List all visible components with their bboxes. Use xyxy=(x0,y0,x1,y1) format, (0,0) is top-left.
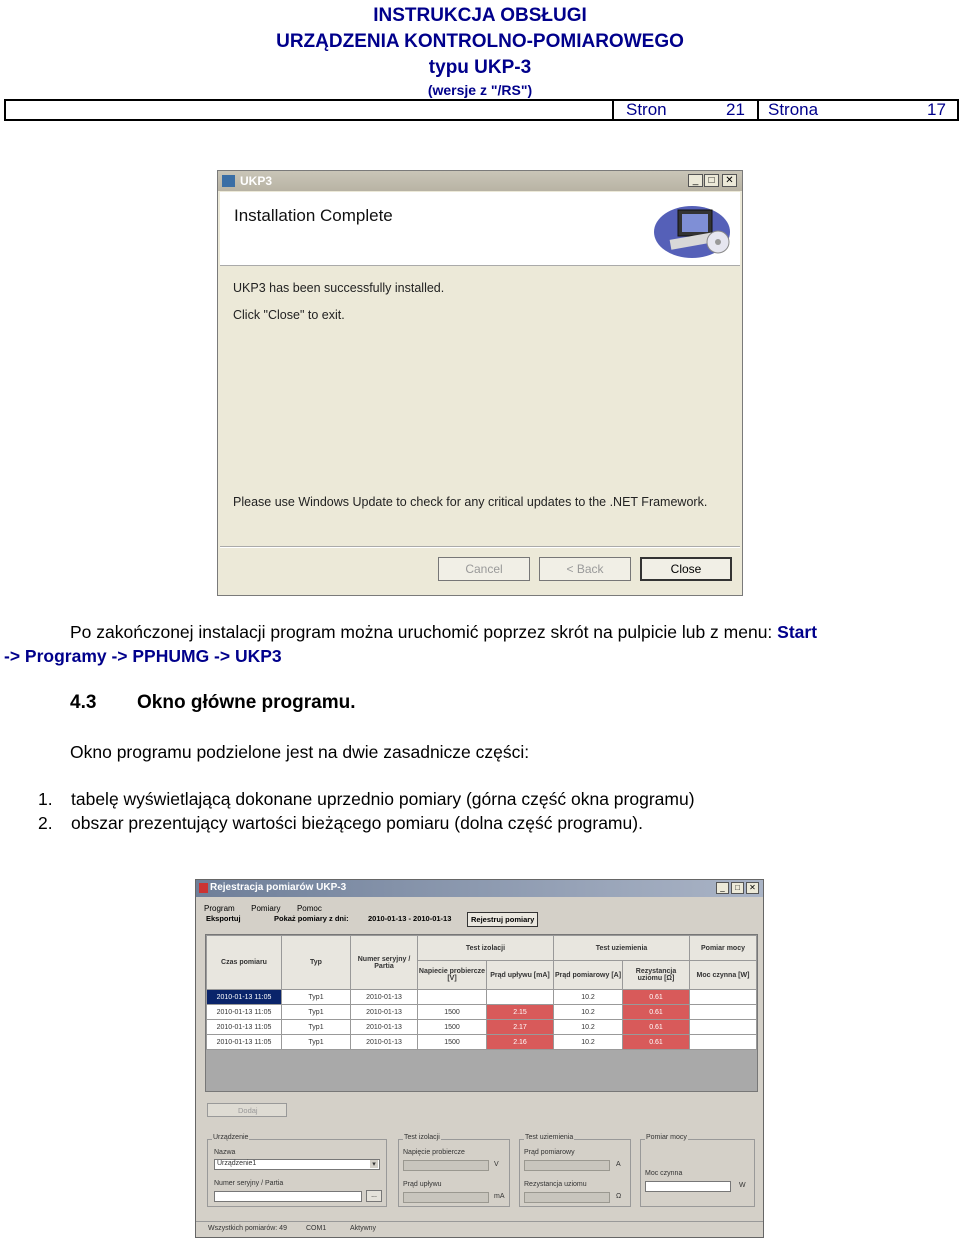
list-item-1-text: tabelę wyświetlającą dokonane uprzednio pomiary (górna część okna programu) xyxy=(71,789,695,809)
maximize-icon[interactable]: □ xyxy=(704,174,719,187)
gnd-current-label: Prąd pomiarowy xyxy=(524,1149,575,1156)
power-label: Moc czynna xyxy=(645,1170,683,1177)
cell-meas-current: 10.2 xyxy=(554,1035,623,1050)
paragraph-text: Po zakończonej instalacji program można uruchomić poprzez skrót na pulpicie lub z menu: xyxy=(70,622,778,642)
app-titlebar xyxy=(196,880,763,897)
cancel-button[interactable]: Cancel xyxy=(438,557,530,581)
cell-ground-res: 0.61 xyxy=(623,1035,690,1050)
cell-time: 2010-01-13 11:05 xyxy=(207,990,282,1005)
page-value: 17 xyxy=(927,100,946,119)
iso-current-field xyxy=(403,1192,489,1203)
cell-power xyxy=(690,1005,757,1020)
gnd-res-unit: Ω xyxy=(616,1193,622,1200)
app-title: Rejestracja pomiarów UKP-3 xyxy=(210,882,347,893)
export-button[interactable]: Eksportuj xyxy=(206,914,241,923)
power-group-label: Pomiar mocy xyxy=(646,1134,687,1141)
add-button[interactable]: Dodaj xyxy=(207,1103,287,1117)
iso-voltage-unit: V xyxy=(494,1161,499,1168)
cell-serial: 2010-01-13 xyxy=(351,990,418,1005)
cell-ground-res: 0.61 xyxy=(623,990,690,1005)
status-total: Wszystkich pomiarów: 49 xyxy=(208,1225,287,1232)
header-version: (wersje z "/RS") xyxy=(427,82,533,98)
back-button[interactable]: < Back xyxy=(539,557,631,581)
divider xyxy=(612,101,614,119)
installer-heading: Installation Complete xyxy=(234,206,393,225)
section-title: Okno główne programu. xyxy=(137,692,356,713)
installer-title: UKP3 xyxy=(240,174,273,188)
divider xyxy=(220,546,740,548)
page-label: Strona xyxy=(768,100,819,119)
document-header xyxy=(0,0,960,99)
maximize-icon[interactable]: □ xyxy=(731,882,744,894)
ground-group xyxy=(519,1134,631,1207)
table-row[interactable] xyxy=(207,1020,757,1035)
col-ground-res[interactable]: Rezystancja uziomu [Ω] xyxy=(623,961,690,990)
iso-current-label: Prąd upływu xyxy=(403,1181,442,1188)
list-item-2-number: 2. xyxy=(38,813,53,833)
header-subtitle: URZĄDZENIA KONTROLNO-POMIAROWEGO xyxy=(276,31,684,52)
device-name-select[interactable] xyxy=(214,1159,380,1170)
device-group-label: Urządzenie xyxy=(213,1134,249,1141)
cell-type: Typ1 xyxy=(282,990,351,1005)
col-serial[interactable]: Numer seryjny / Partia xyxy=(351,936,418,990)
status-port: COM1 xyxy=(306,1225,327,1232)
cell-type: Typ1 xyxy=(282,1005,351,1020)
group-power: Pomiar mocy xyxy=(690,936,757,961)
ground-group-label: Test uziemienia xyxy=(525,1134,574,1141)
close-button[interactable]: Close xyxy=(640,557,732,581)
power-group xyxy=(640,1134,755,1207)
iso-voltage-field xyxy=(403,1160,489,1171)
col-current[interactable]: Prąd upływu [mA] xyxy=(487,961,554,990)
cell-current xyxy=(487,990,554,1005)
minimize-icon[interactable]: _ xyxy=(688,174,703,187)
cell-power xyxy=(690,1035,757,1050)
cell-meas-current: 10.2 xyxy=(554,1005,623,1020)
cell-time: 2010-01-13 11:05 xyxy=(207,1035,282,1050)
page-number-box xyxy=(4,99,959,121)
col-voltage[interactable]: Napiecie probiercze [V] xyxy=(418,961,487,990)
cell-time: 2010-01-13 11:05 xyxy=(207,1020,282,1035)
measurements-table-area xyxy=(205,934,758,1092)
date-range[interactable]: 2010-01-13 - 2010-01-13 xyxy=(368,914,452,923)
col-active-power[interactable]: Moc czynna [W] xyxy=(690,961,757,990)
cell-power xyxy=(690,1020,757,1035)
toolbar xyxy=(199,912,759,926)
table-row[interactable] xyxy=(207,1005,757,1020)
cell-voltage: 1500 xyxy=(418,1020,487,1035)
browse-button[interactable]: ... xyxy=(366,1190,382,1202)
cell-ground-res: 0.61 xyxy=(623,1005,690,1020)
show-label: Pokaż pomiary z dni: xyxy=(274,914,349,923)
isolation-group xyxy=(398,1134,510,1207)
group-ground: Test uziemienia xyxy=(554,936,690,961)
list-item-2-text: obszar prezentujący wartości bieżącego pomiaru (dolna część programu). xyxy=(71,813,643,833)
table-row[interactable] xyxy=(207,1035,757,1050)
gnd-res-field xyxy=(524,1192,610,1203)
cell-ground-res: 0.61 xyxy=(623,1020,690,1035)
serial-label: Numer seryjny / Partia xyxy=(214,1180,284,1187)
power-field xyxy=(645,1181,731,1192)
isolation-group-label: Test izolacji xyxy=(404,1134,440,1141)
status-state: Aktywny xyxy=(350,1225,377,1232)
section-number: 4.3 xyxy=(70,692,97,713)
success-message: UKP3 has been successfully installed. xyxy=(233,281,445,295)
divider xyxy=(757,101,759,119)
cell-voltage xyxy=(418,990,487,1005)
cell-current: 2.15 xyxy=(487,1005,554,1020)
col-type[interactable]: Typ xyxy=(282,936,351,990)
cell-power xyxy=(690,990,757,1005)
window-description: Okno programu podzielone jest na dwie zasadnicze części: xyxy=(70,742,530,762)
list-item-1-number: 1. xyxy=(38,789,53,809)
cell-type: Typ1 xyxy=(282,1020,351,1035)
cell-serial: 2010-01-13 xyxy=(351,1020,418,1035)
register-button[interactable]: Rejestruj pomiary xyxy=(467,912,538,927)
close-icon[interactable]: ✕ xyxy=(722,174,737,187)
iso-current-unit: mA xyxy=(494,1193,505,1200)
header-device-type: typu UKP-3 xyxy=(428,57,532,78)
group-isolation: Test izolacji xyxy=(418,936,554,961)
measurements-table xyxy=(206,935,757,1050)
gnd-current-field xyxy=(524,1160,610,1171)
name-label: Nazwa xyxy=(214,1149,236,1156)
iso-voltage-label: Napięcie probiercze xyxy=(403,1149,465,1156)
gnd-current-unit: A xyxy=(616,1161,621,1168)
menu-start: Start xyxy=(777,622,818,642)
installer-titlebar xyxy=(218,171,742,191)
col-meas-current[interactable]: Prąd pomiarowy [A] xyxy=(554,961,623,990)
install-paragraph xyxy=(4,620,960,668)
cell-meas-current: 10.2 xyxy=(554,990,623,1005)
col-time[interactable]: Czas pomiaru xyxy=(207,936,282,990)
pages-label: Stron xyxy=(626,100,667,119)
menu-pomoc[interactable]: Pomoc xyxy=(296,904,322,913)
device-name-value: Urządzenie1 xyxy=(217,1160,257,1167)
cell-serial: 2010-01-13 xyxy=(351,1035,418,1050)
power-unit: W xyxy=(739,1182,746,1189)
app-icon xyxy=(222,175,235,187)
device-group xyxy=(207,1134,387,1207)
close-icon[interactable]: ✕ xyxy=(746,882,759,894)
cell-serial: 2010-01-13 xyxy=(351,1005,418,1020)
app-window xyxy=(195,879,764,1238)
installer-window xyxy=(217,170,743,596)
status-bar xyxy=(196,1221,763,1237)
installer-banner xyxy=(220,192,740,266)
serial-input[interactable] xyxy=(214,1191,362,1202)
menu-pomiary[interactable]: Pomiary xyxy=(251,904,281,913)
cell-current: 2.17 xyxy=(487,1020,554,1035)
update-notice: Please use Windows Update to check for any critical updates to the .NET Framework. xyxy=(233,495,708,509)
cell-type: Typ1 xyxy=(282,1035,351,1050)
cell-current: 2.16 xyxy=(487,1035,554,1050)
menu-path: -> Programy -> PPHUMG -> UKP3 xyxy=(4,646,282,666)
cell-meas-current: 10.2 xyxy=(554,1020,623,1035)
menu-program[interactable]: Program xyxy=(204,904,235,913)
table-row[interactable] xyxy=(207,990,757,1005)
computer-cd-icon xyxy=(652,200,734,260)
minimize-icon[interactable]: _ xyxy=(716,882,729,894)
cell-time: 2010-01-13 11:05 xyxy=(207,1005,282,1020)
header-title: INSTRUKCJA OBSŁUGI xyxy=(373,5,587,26)
pages-value: 21 xyxy=(726,100,745,119)
cell-voltage: 1500 xyxy=(418,1035,487,1050)
app-icon xyxy=(199,883,208,893)
close-instruction: Click "Close" to exit. xyxy=(233,308,345,322)
gnd-res-label: Rezystancja uziomu xyxy=(524,1181,587,1188)
chevron-down-icon[interactable]: ▾ xyxy=(370,1160,378,1168)
cell-voltage: 1500 xyxy=(418,1005,487,1020)
